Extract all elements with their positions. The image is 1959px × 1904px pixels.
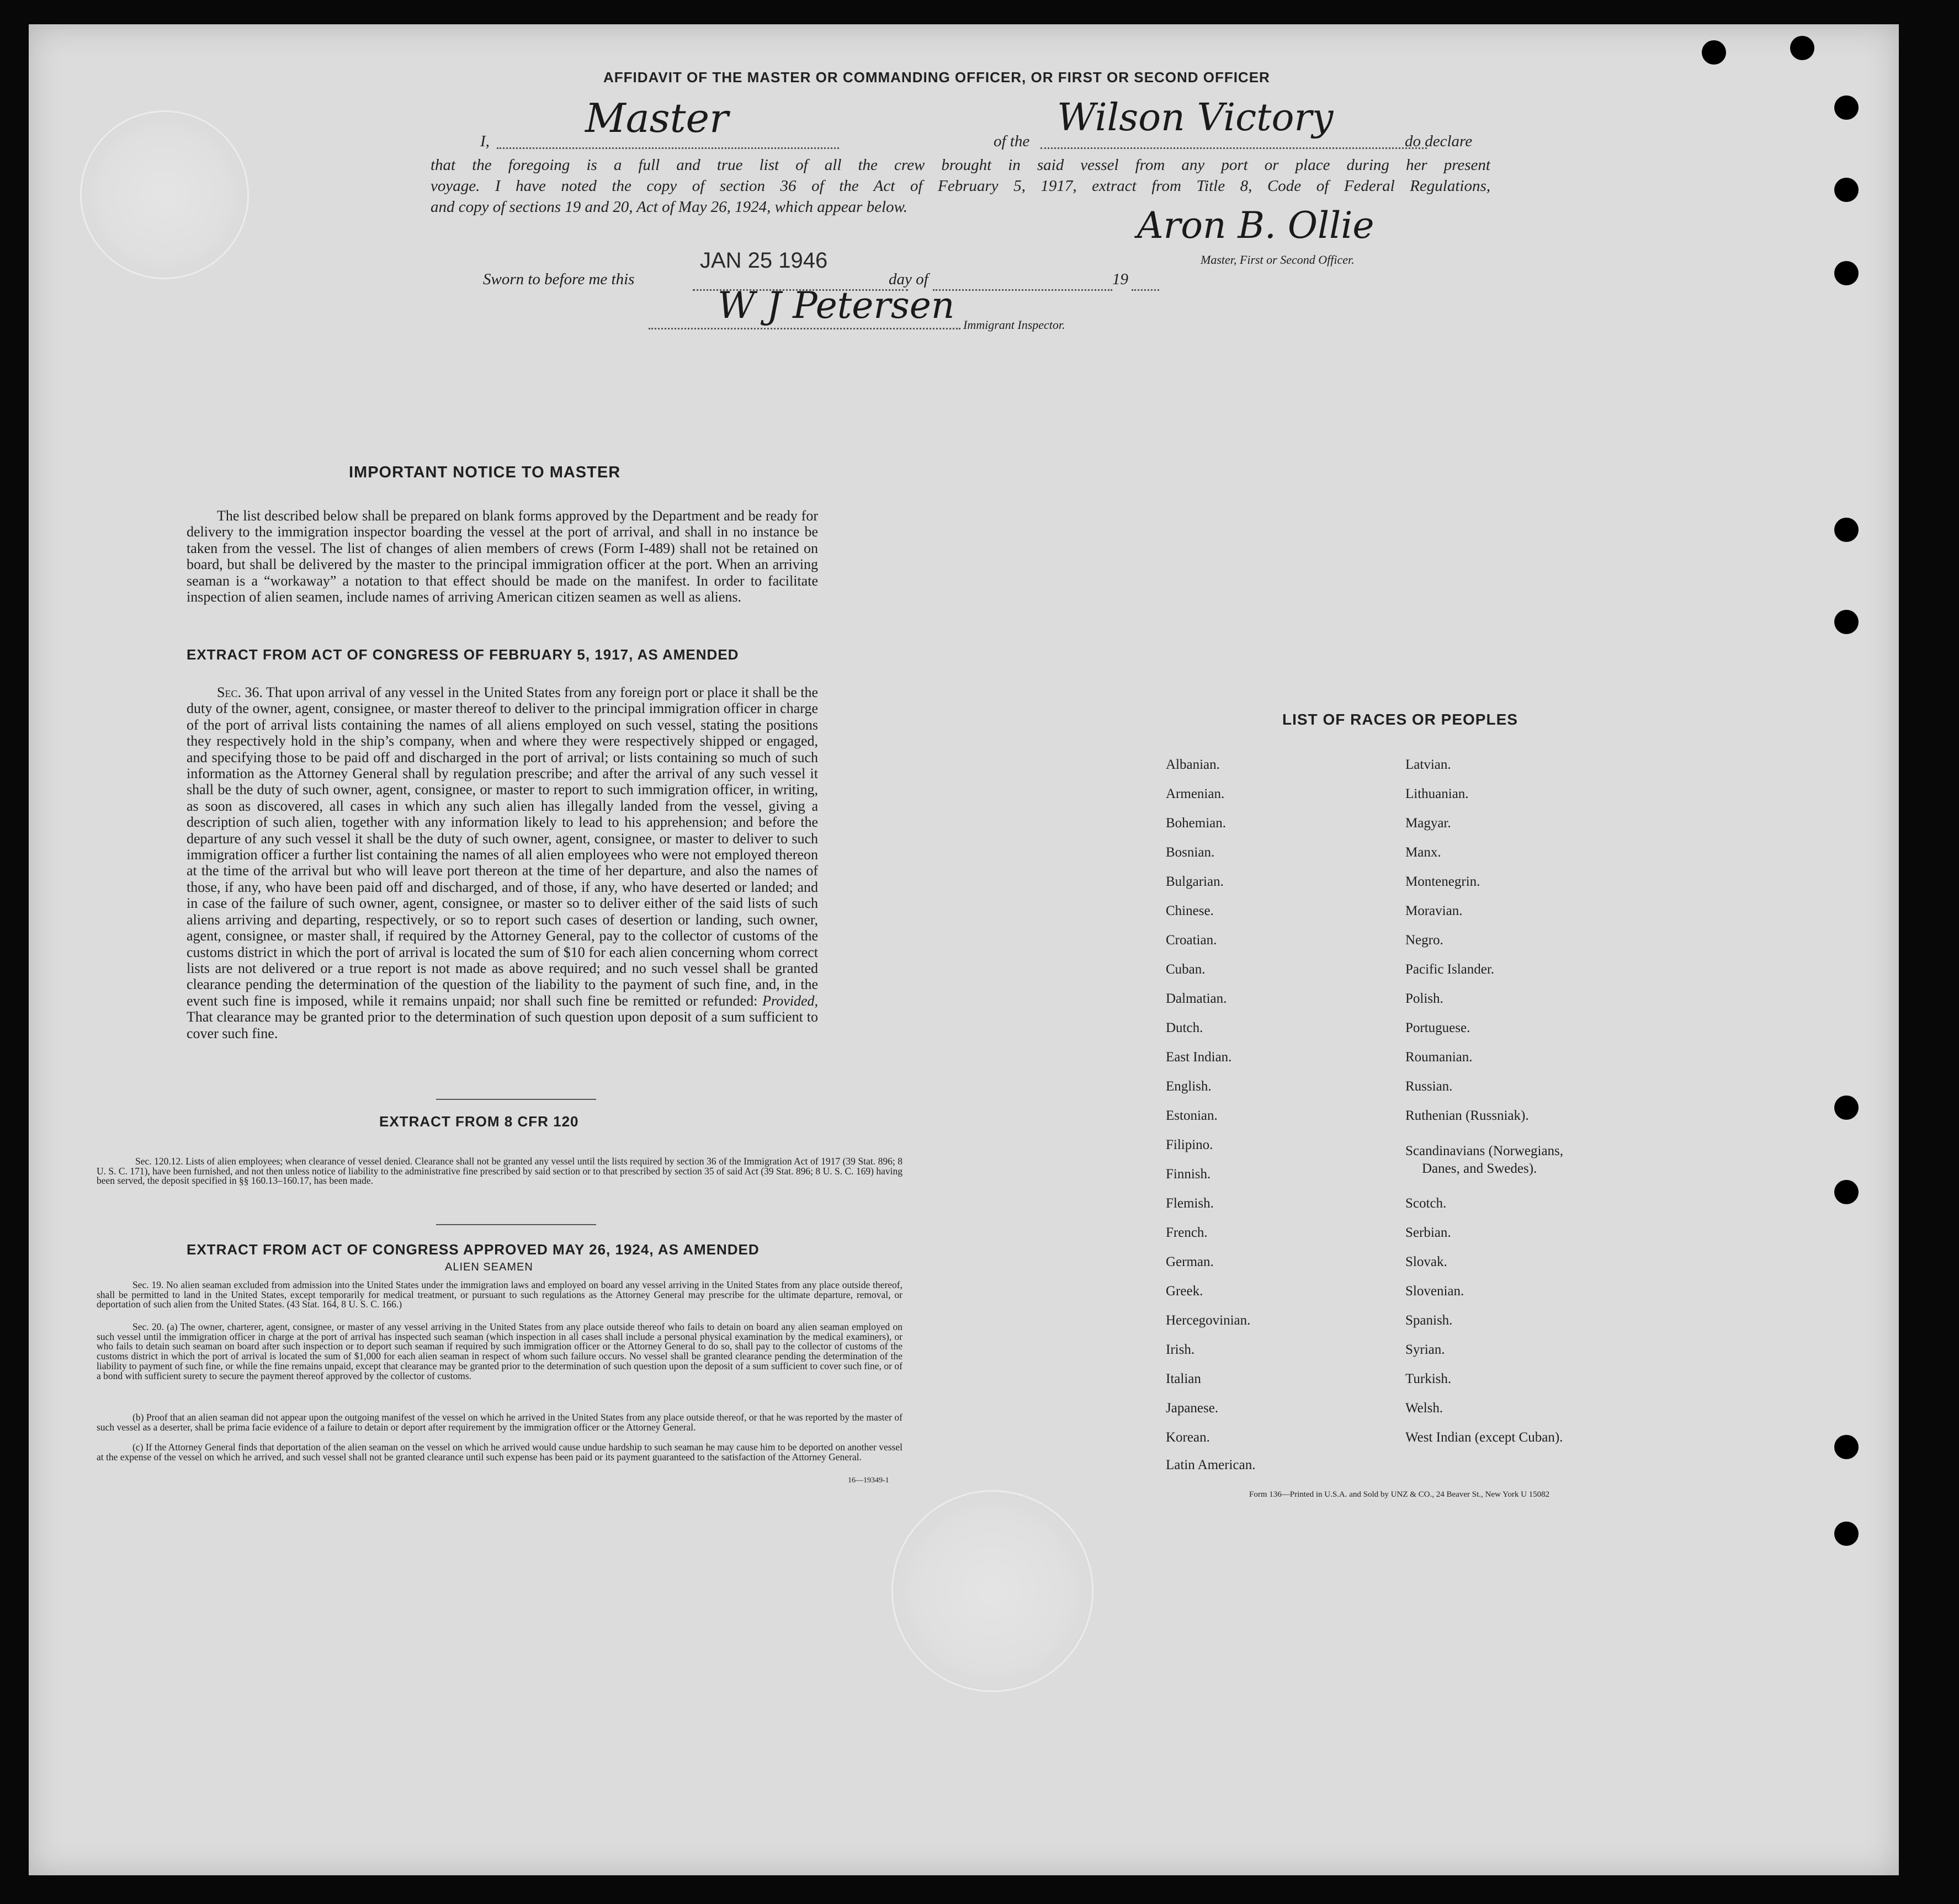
race-item: Danes, and Swedes). [1422,1161,1537,1176]
affidavit-line4: and copy of sections 19 and 20, Act of May 26, 1924, which appear below. [431,198,907,216]
race-item: Spanish. [1405,1313,1453,1328]
divider [436,1224,596,1225]
sec20c-text: (c) If the Attorney General finds that deportation of the alien seaman on the vessel on which he arrived would cause undue hardship to such seaman he may cause him to be deported on another vessel at the expense of the vessel on which he arrived, and such vessel shall not be granted clearance until such expense has been paid or its payment guaranteed to the satisfaction of the Attorney General. [97,1442,902,1462]
race-item: Russian. [1405,1079,1453,1094]
punch-hole [1834,1095,1859,1120]
race-item: Moravian. [1405,903,1463,918]
punch-hole [1834,610,1859,634]
race-item: Filipino. [1166,1137,1213,1152]
year-label: 19 [1112,270,1128,288]
embossed-seal [80,110,249,279]
date-stamp: JAN 25 1946 [700,248,828,273]
affidavit-line3: voyage. I have noted the copy of section 36 of the Act of February 5, 1917, extract from Title 8, Code of Federal Regulations, [431,177,1490,195]
sec19-text: Sec. 19. No alien seaman excluded from admission into the United States under the immigration laws and employed on board any vessel arriving in the United States from any place outside thereof, shall be permitted to land in the United States, except temporarily for medical treatment, or pursuant to such regulations as the Attorney General may prescribe for the ultimate departure, removal, or deportation of such alien from the United States. (43 Stat. 164, 8 U. S. C. 166.) [97,1279,902,1310]
race-item: Lithuanian. [1405,786,1469,801]
race-item: Latvian. [1405,757,1451,772]
races-title: LIST OF RACES OR PEOPLES [1282,711,1518,728]
race-item: Ruthenian (Russniak). [1405,1108,1529,1123]
provided-label: Provided, [762,992,818,1009]
race-item: Slovenian. [1405,1284,1464,1299]
sec20a-text: Sec. 20. (a) The owner, charterer, agent, consignee, or master of any vessel arriving in the United States from any place outside thereof who fails to detain on board any alien seaman employed on such vessel until the immigration officer in charge at the port of arrival has inspected such seaman (which inspection in all cases shall include a personal physical examination by the medical examiners), or who fails to detain such seaman on board after such inspection or to deport such seaman if required by such immigration officer or the Attorney General to do so, shall pay to the collector of customs of the customs district in which the port of arrival is located the sum of $1,000 for each alien seaman in respect of whom such failure occurs. No vessel shall be granted clearance pending the determination of the liability to payment of such fine, or while the fine remains unpaid, except that clearance may be granted prior to the determination of such question upon the deposit of a sum sufficient to cover such fine, or of a bond with sufficient surety to secure the payment thereof approved by the collector of customs. [97,1321,902,1381]
race-item: Italian [1166,1371,1201,1386]
inspector-caption: Immigrant Inspector. [963,318,1065,332]
master-signature: Aron B. Ollie [1137,204,1374,247]
affidavit-title: AFFIDAVIT OF THE MASTER OR COMMANDING OFFICER, OR FIRST OR SECOND OFFICER [603,69,1270,86]
day-of-label: day of [889,270,928,288]
race-item: Scandinavians (Norwegians, [1405,1144,1564,1158]
do-declare-label: do declare [1405,132,1473,150]
affidavit-line1 [431,95,1490,152]
race-item: Syrian. [1405,1342,1445,1357]
punch-hole [1834,1435,1859,1459]
race-item: Bohemian. [1166,816,1227,831]
punch-hole [1834,1180,1859,1204]
race-item: French. [1166,1225,1208,1240]
race-item: Irish. [1166,1342,1195,1357]
divider [436,1099,596,1100]
race-item: Croatian. [1166,933,1217,948]
race-item: East Indian. [1166,1050,1232,1065]
race-item: Dutch. [1166,1020,1203,1035]
race-item: Japanese. [1166,1401,1219,1416]
embossed-seal [891,1490,1093,1692]
race-item: Portuguese. [1405,1020,1470,1035]
punch-hole [1834,261,1859,285]
punch-hole [1834,518,1859,542]
race-item: Slovak. [1405,1254,1447,1269]
sec36-text: That upon arrival of any vessel in the United States from any foreign port or place it shall be the duty of the owner, agent, consignee, or master thereof to deliver to the principal immigration officer in charge of the port of arrival lists containing the names of all aliens employed on such vessel, stating the positions they respectively hold in the ship’s company, when and where they were respectively shipped or engaged, and specifying those to be paid off and discharged in the port of arrival; or lists containing so much of such information as the Attorney General shall by regulation prescribe; and after the arrival of any such vessel it shall be the duty of such owner, agent, consignee, or master to report to such immigration officer, in writing, as soon as discovered, all cases in which any such alien has illegally landed from the vessel, giving a description of such alien, together with any information likely to lead to his apprehension; and before the departure of any such vessel it shall be the duty of such owner, agent, consignee, or master to deliver to such immigration officer a further list containing the names of all alien employees who were not employed thereon at the time of the arrival but who will leave port thereon at the time of her departure, and also the names of those, if any, who have been paid off and discharged, and of those, if any, who have deserted or landed; and in case of the failure of such owner, agent, consignee, or master so to deliver either of the said lists of such aliens arriving and departing, respectively, or so to report such cases of desertion or landing, such owner, agent, consignee, or master shall, if required by the Attorney General, pay to the collector of customs of the customs district in which the port of arrival is located the sum of $10 for each alien concerning whom correct lists are not delivered or a true report is not made as above required; and no such vessel shall be granted clearance pending the determination of the question of the liability to the payment of such fine, and, in the event such fine is imposed, while it remains unpaid; nor shall such fine be remitted or refunded: [187,684,818,1009]
vessel-handwriting: Wilson Victory [1057,96,1334,140]
extract-1917-title: EXTRACT FROM ACT OF CONGRESS OF FEBRUARY 5, 1917, AS AMENDED [187,646,739,663]
race-item: Greek. [1166,1284,1203,1299]
sec20b-text: (b) Proof that an alien seaman did not appear upon the outgoing manifest of the vessel on which he arrived in the United States from any place outside thereof, or that he was reported by the master of such vessel as a deserter, shall be prima facie evidence of a failure to detain or deport after requirement by the immigration officer or the Attorney General. [97,1412,902,1433]
i-label: I, [480,132,490,150]
race-item: Negro. [1405,933,1443,948]
race-item: Pacific Islander. [1405,962,1495,977]
punch-hole [1702,40,1726,65]
race-item: Estonian. [1166,1108,1218,1123]
extract-cfr-text: Sec. 120.12. Lists of alien employees; when clearance of vessel denied. Clearance shall not be granted any vessel until the lists required by section 36 of the Immigration Act of 1917 (39 Stat. 896; 8 U. S. C. 171), have been furnished, and not then unless notice of liability to the administrative fine prescribed by said section or to that prescribed by section 35 of said Act (39 Stat. 896; 8 U. S. C. 169) having been served, the deposit specified in §§ 160.13–160.17, has been made. [97,1156,902,1187]
sec36-label: Sec. 36. [217,684,263,700]
race-item: Cuban. [1166,962,1206,977]
race-item: Bulgarian. [1166,874,1224,889]
notice-text: The list described below shall be prepared on blank forms approved by the Department and be ready for delivery to the immigration inspector boarding the vessel at the port of arrival, and shall in no instance be taken from the vessel. The list of changes of alien members of crews (Form I-489) shall not be retained on board, but shall be delivered by the master to the principal immigration officer at the port. When an arriving seaman is a “workaway” a notation to that effect should be made on the manifest. In order to facilitate inspection of alien seamen, include names of arriving American citizen seamen as well as aliens. [187,508,818,605]
form-code: 16—19349-1 [848,1476,889,1485]
race-item: Hercegovinian. [1166,1313,1251,1328]
race-item: Polish. [1405,991,1443,1006]
race-item: Armenian. [1166,786,1225,801]
race-item: Albanian. [1166,757,1220,772]
punch-hole [1790,36,1814,60]
race-item: German. [1166,1254,1214,1269]
race-item: Turkish. [1405,1371,1452,1386]
extract-1924-title: EXTRACT FROM ACT OF CONGRESS APPROVED MAY 26, 1924, AS AMENDED [187,1241,760,1258]
signature-caption: Master, First or Second Officer. [1201,253,1355,267]
race-item: Montenegrin. [1405,874,1480,889]
year-blank [1132,275,1159,291]
name-handwriting: Master [585,95,729,141]
race-item: Latin American. [1166,1458,1256,1472]
sworn-label: Sworn to before me this [483,270,635,288]
race-item: Finnish. [1166,1167,1211,1182]
alien-seamen-subtitle: ALIEN SEAMEN [445,1261,533,1273]
punch-hole [1834,1522,1859,1546]
race-item: Roumanian. [1405,1050,1473,1065]
race-item: Scotch. [1405,1196,1447,1211]
race-item: Welsh. [1405,1401,1443,1416]
of-the-label: of the [994,132,1030,150]
affidavit-line2: that the foregoing is a full and true list of all the crew brought in said vessel from any port or place during her present [431,156,1490,174]
extract-1917-text [187,684,818,1041]
punch-hole [1834,95,1859,120]
sec36-text-end: That clearance may be granted prior to the determination of such question upon deposit of a sum sufficient to cover such fine. [187,1009,818,1041]
month-blank [933,275,1112,291]
punch-hole [1834,178,1859,202]
race-item: Korean. [1166,1430,1210,1445]
race-item: Flemish. [1166,1196,1214,1211]
race-item: West Indian (except Cuban). [1405,1430,1563,1445]
printer-footer: Form 136—Printed in U.S.A. and Sold by UNZ & CO., 24 Beaver St., New York U 15082 [1249,1490,1550,1499]
race-item: Bosnian. [1166,845,1215,860]
race-item: Manx. [1405,845,1441,860]
race-item: Dalmatian. [1166,991,1227,1006]
inspector-signature: W J Petersen [718,284,955,327]
race-item: Chinese. [1166,903,1214,918]
notice-title: IMPORTANT NOTICE TO MASTER [349,464,621,481]
race-item: Magyar. [1405,816,1451,831]
race-item: Serbian. [1405,1225,1451,1240]
race-item: English. [1166,1079,1212,1094]
extract-cfr-title: EXTRACT FROM 8 CFR 120 [379,1113,579,1130]
